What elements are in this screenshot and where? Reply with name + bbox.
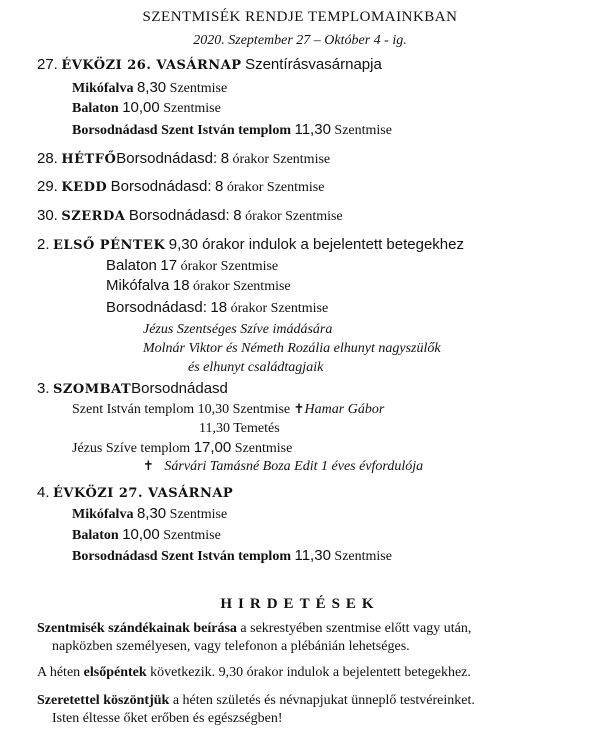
mass-line: Mikófalva 18 órakor Szentmise	[106, 277, 291, 294]
day-29: 29. KEDD Borsodnádasd: 8 órakor Szentmise	[37, 178, 325, 195]
mass-line: Mikófalva 8,30 Szentmise	[72, 79, 228, 96]
announcement-3-line2: Isten éltesse őket erőben és egészségben!	[52, 711, 283, 726]
mass-line: Balaton 17 órakor Szentmise	[106, 257, 279, 274]
announcement-1: Szentmisék szándékainak beírása a sekrestyében szentmise előtt vagy után,	[37, 621, 472, 636]
day-3-header: 3. SZOMBATBorsodnádasd	[37, 380, 228, 397]
cross-icon: ✝	[143, 459, 154, 474]
cross-icon: ✝	[293, 402, 305, 417]
day-name: ÉVKÖZI 26. VASÁRNAP	[61, 58, 242, 73]
mass-line: 11,30 Temetés	[199, 421, 280, 436]
mass-line: Balaton 10,00 Szentmise	[72, 99, 221, 116]
day-28: 28. HÉTFŐBorsodnádasd: 8 órakor Szentmise	[37, 150, 331, 167]
intention-line: Molnár Viktor és Németh Rozália elhunyt nagyszülők	[143, 341, 441, 356]
day-30: 30. SZERDA Borsodnádasd: 8 órakor Szentmise	[37, 207, 343, 224]
mass-line: Mikófalva 8,30 Szentmise	[72, 505, 228, 522]
day-27-header	[37, 56, 382, 74]
intention-line: és elhunyt családtagjaik	[188, 360, 324, 375]
mass-line: Borsodnádasd Szent István templom 11,30 Szentmise	[72, 121, 392, 138]
day-name: HÉTFŐ	[61, 152, 117, 167]
mass-line: Borsodnádasd Szent István templom 11,30 Szentmise	[72, 547, 392, 564]
day-2-header: 2. ELSŐ PÉNTEK 9,30 órakor indulok a bejelentett betegekhez	[37, 236, 464, 253]
announcements-heading: HIRDETÉSEK	[220, 596, 380, 612]
announcement-1-line2: napközben személyesen, vagy telefonon a plébánián lehetséges.	[52, 639, 410, 654]
announcement-2: A héten elsőpéntek következik. 9,30 órakor indulok a bejelentett betegekhez.	[37, 665, 471, 680]
intention-line: Jézus Szentséges Szíve imádására	[143, 322, 333, 337]
day-4-header: 4. ÉVKÖZI 27. VASÁRNAP	[37, 484, 234, 501]
page-subtitle: 2020. Szeptember 27 – Október 4 - ig.	[193, 33, 407, 48]
day-name: ÉVKÖZI 27. VASÁRNAP	[53, 486, 234, 501]
mass-line: Balaton 10,00 Szentmise	[72, 526, 221, 543]
mass-line: Szent István templom 10,30 Szentmise ✝Hamar Gábor	[72, 402, 385, 417]
day-name: KEDD	[61, 180, 108, 195]
intention-line: ✝ Sárvári Tamásné Boza Edit 1 éves évfordulója	[143, 459, 424, 474]
mass-line: Borsodnádasd: 18 órakor Szentmise	[106, 299, 329, 316]
day-name: ELSŐ PÉNTEK	[53, 238, 166, 253]
day-name: SZOMBAT	[53, 382, 132, 397]
day-number: 27.	[37, 56, 58, 73]
mass-line: Jézus Szíve templom 17,00 Szentmise	[72, 439, 293, 456]
day-name: SZERDA	[61, 209, 126, 224]
announcement-3: Szeretettel köszöntjük a héten születés és névnapjukat ünneplő testvéreinket.	[37, 693, 475, 708]
page-title: SZENTMISÉK RENDJE TEMPLOMAINKBAN	[142, 9, 458, 25]
day-note: Szentírásvasárnapja	[245, 56, 382, 73]
